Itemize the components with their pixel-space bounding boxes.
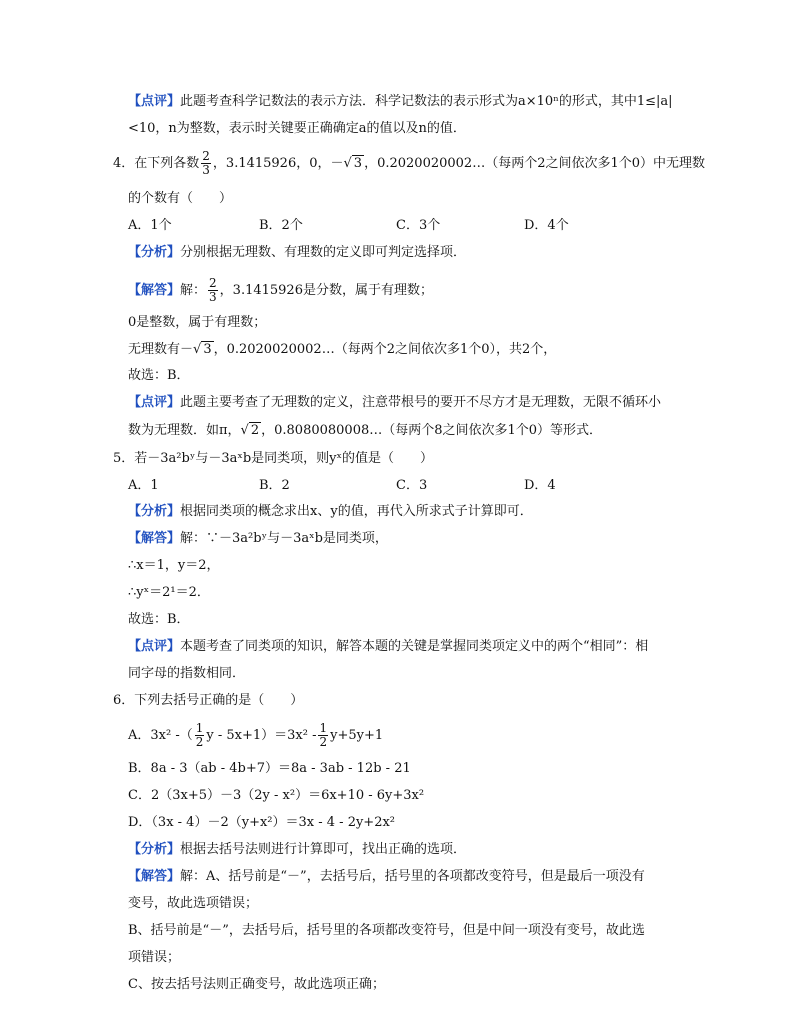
q4-option-b: B．2个: [259, 218, 303, 233]
q6-answer-line-3: B、括号前是“－”，去括号后，括号里的各项都改变符号，但是中间一项没有变号，故此选: [128, 923, 645, 938]
q6-analysis: [128, 841, 466, 859]
q3-comment-text-1: 此题考查科学记数法的表示方法．科学记数法的表示形式为a×10ⁿ的形式，其中1≤|a|: [180, 94, 673, 109]
q4-stem-part-c: ，0.2020020002…（每两个2之间依次多1个0）中无理数: [364, 156, 706, 171]
q6-stem: 6．下列去括号正确的是（ ）: [113, 693, 304, 708]
answer-tag: 【解答】: [128, 869, 181, 884]
sqrt-3: √ 3: [193, 342, 212, 357]
q6-answer-line-1: [128, 868, 645, 886]
radicand: 2: [250, 423, 260, 438]
q4-comment-line-2: [128, 422, 602, 440]
comment-tag: 【点评】: [128, 395, 181, 410]
q4-analysis: [128, 244, 466, 262]
q4-answer-line-1: [128, 277, 433, 304]
comment-tag: 【点评】: [128, 639, 181, 654]
q3-comment-text-2: <10，n为整数，表示时关键要正确确定a的值以及n的值．: [128, 121, 466, 136]
fraction-denominator: 3: [209, 290, 217, 304]
q6-option-a-part-1: A．3x² -（: [128, 728, 193, 743]
q4-option-a: A．1个: [128, 218, 172, 233]
analysis-tag: 【分析】: [128, 842, 181, 857]
q6-answer-text-1: 解：A、括号前是“－”，去括号后，括号里的各项都改变符号，但是最后一项没有: [180, 869, 645, 884]
q4-stem: [113, 150, 705, 177]
q4-comment-text-1: 此题主要考查了无理数的定义，注意带根号的要开不尽方才是无理数，无限不循环小: [180, 395, 662, 410]
fraction-two-thirds: [201, 150, 211, 177]
q4-comment-line-1: [128, 394, 661, 412]
fraction-two-thirds-answer: [208, 277, 218, 304]
fraction-numerator: 2: [209, 276, 217, 290]
q4-stem-part-a: 4．在下列各数: [113, 156, 200, 171]
q4-answer-line-4: 故选：B．: [128, 368, 190, 383]
q6-answer-line-2: 变号，故此选项错误；: [128, 896, 259, 911]
radicand: 3: [353, 156, 363, 171]
q4-comment-text-2b: ，0.8080080008…（每两个8之间依次多1个0）等形式．: [261, 423, 603, 438]
q6-answer-line-5: C、按去括号法则正确变号，故此选项正确；: [128, 977, 385, 992]
q4-answer-text-3a: 无理数有－: [128, 342, 194, 357]
answer-tag: 【解答】: [128, 283, 181, 298]
q5-analysis: [128, 503, 533, 521]
q4-analysis-text: 分别根据无理数、有理数的定义即可判定选择项．: [180, 245, 467, 260]
q5-answer-line-4: 故选：B．: [128, 612, 190, 627]
fraction-numerator: 1: [195, 721, 204, 735]
q4-answer-line-3: [128, 341, 556, 359]
analysis-tag: 【分析】: [128, 245, 181, 260]
q5-analysis-text: 根据同类项的概念求出x、y的值，再代入所求式子计算即可．: [180, 504, 533, 519]
q3-comment-line-2: [128, 120, 466, 138]
q4-answer-text-3b: ，0.2020020002…（每两个2之间依次多1个0），共2个，: [213, 342, 557, 357]
q6-option-c: C．2（3x+5）－3（2y - x²）＝6x+10 - 6y+3x²: [128, 788, 425, 803]
q5-stem: 5．若－3a²bʸ与－3aˣb是同类项，则yˣ的值是（ ）: [113, 451, 434, 466]
q4-answer-prefix: 解：: [180, 283, 207, 298]
q6-option-b: B．8a - 3（ab - 4b+7）＝8a - 3ab - 12b - 21: [128, 761, 411, 776]
q4-stem-line-2: 的个数有（ ）: [128, 191, 233, 206]
q6-option-a-part-3: y+5y+1: [330, 728, 384, 743]
q6-analysis-text: 根据去括号法则进行计算即可，找出正确的选项．: [180, 842, 467, 857]
fraction-numerator: 2: [202, 149, 210, 163]
q5-comment-line-2: 同字母的指数相同．: [128, 666, 246, 681]
q5-comment-text-1: 本题考查了同类项的知识，解答本题的关键是掌握同类项定义中的两个“相同”：相: [180, 639, 649, 654]
fraction-denominator: 3: [202, 163, 210, 177]
q4-comment-text-2a: 数为无理数．如π，: [128, 423, 241, 438]
q3-comment-line-1: [128, 93, 673, 111]
q4-answer-text-1: ，3.1415926是分数，属于有理数；: [219, 283, 433, 298]
q5-answer-line-3: ∴yˣ＝2¹＝2．: [128, 585, 210, 600]
q5-option-d: D．4: [524, 478, 556, 493]
q6-option-d: D．（3x - 4）－2（y+x²）＝3x - 4 - 2y+2x²: [128, 815, 396, 830]
q4-option-c: C．3个: [396, 218, 441, 233]
fraction-one-half: [195, 722, 205, 749]
q5-option-b: B．2: [259, 478, 290, 493]
q6-answer-line-4: 项错误；: [128, 950, 181, 965]
q6-option-a: [128, 722, 383, 749]
q5-option-a: A．1: [128, 478, 159, 493]
sqrt-3: √ 3: [343, 156, 363, 171]
q4-answer-line-2: 0是整数，属于有理数；: [128, 315, 267, 330]
q6-option-a-part-2: y - 5x+1）＝3x² -: [206, 728, 317, 743]
fraction-denominator: 2: [195, 735, 204, 749]
q4-option-d: D．4个: [524, 218, 569, 233]
q5-comment-line-1: [128, 638, 648, 656]
fraction-one-half: [318, 722, 328, 749]
q5-answer-line-2: ∴x＝1，y＝2，: [128, 558, 220, 573]
fraction-denominator: 2: [319, 735, 328, 749]
q5-option-c: C．3: [396, 478, 428, 493]
answer-tag: 【解答】: [128, 531, 181, 546]
comment-tag: 【点评】: [128, 94, 181, 109]
sqrt-2: √ 2: [240, 423, 260, 438]
q4-stem-part-b: ，3.1415926，0，－: [212, 156, 344, 171]
analysis-tag: 【分析】: [128, 504, 181, 519]
q5-answer-text-1: 解：∵－3a²bʸ与－3aˣb是同类项，: [180, 531, 388, 546]
radicand: 3: [203, 342, 212, 357]
fraction-numerator: 1: [319, 721, 328, 735]
q5-answer-line-1: [128, 530, 388, 548]
